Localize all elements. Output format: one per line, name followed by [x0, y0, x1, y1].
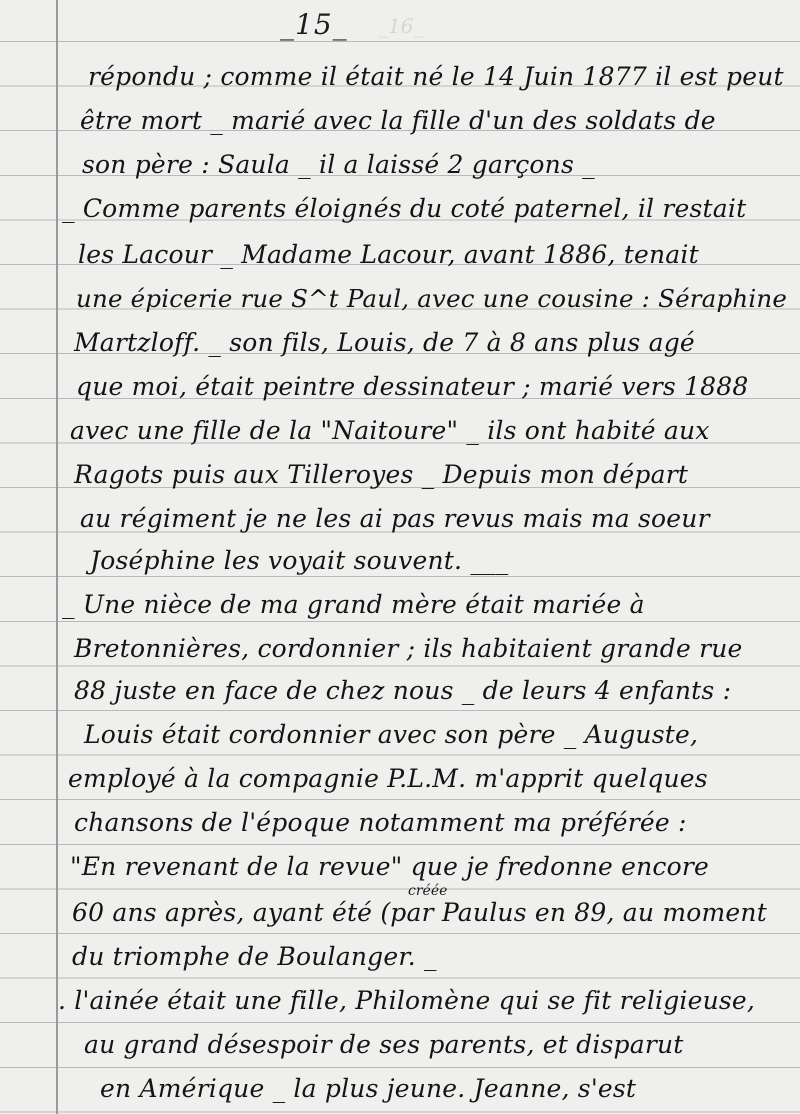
text-line: au grand désespoir de ses parents, et disparut — [84, 1030, 684, 1059]
text-line: chansons de l'époque notamment ma préférée : — [74, 808, 687, 837]
text-line: être mort _ marié avec la fille d'un des soldats de — [80, 106, 716, 135]
text-line: Martzloff. _ son fils, Louis, de 7 à 8 ans plus agé — [74, 328, 695, 357]
text-line: une épicerie rue S^t Paul, avec une cousine : Séraphine — [76, 284, 788, 313]
text-line: Louis était cordonnier avec son père _ Auguste, — [84, 720, 699, 749]
text-line: _ Comme parents éloignés du coté paternel, il restait — [62, 194, 747, 223]
text-line: les Lacour _ Madame Lacour, avant 1886, tenait — [78, 240, 699, 269]
interlinear-insertion: créée — [408, 883, 448, 899]
text-line: employé à la compagnie P.L.M. m'apprit quelques — [68, 764, 708, 793]
text-line: en Amérique _ la plus jeune. Jeanne, s'est — [100, 1074, 637, 1103]
text-line: Ragots puis aux Tilleroyes _ Depuis mon départ — [74, 460, 689, 489]
text-line: au régiment je ne les ai pas revus mais ma soeur — [80, 504, 710, 533]
text-line: _ Une nièce de ma grand mère était mariée à — [62, 590, 645, 619]
text-line: "En revenant de la revue" que je fredonne encore — [70, 852, 709, 881]
text-line: du triomphe de Boulanger. _ — [72, 942, 437, 971]
text-line: avec une fille de la "Naitoure" _ ils ont habité aux — [70, 416, 710, 445]
text-line: . l'ainée était une fille, Philomène qui se fit religieuse, — [58, 986, 756, 1015]
bleed-through-page-number: _16_ — [378, 14, 424, 38]
text-line: son père : Saula _ il a laissé 2 garçons _ — [82, 150, 595, 179]
text-line: répondu ; comme il était né le 14 Juin 1877 il est peut — [88, 62, 784, 91]
text-line: 60 ans après, ayant été (par Paulus en 89, au moment — [72, 898, 767, 927]
text-line: que moi, était peintre dessinateur ; marié vers 1888 — [76, 372, 749, 401]
text-line: 88 juste en face de chez nous _ de leurs 4 enfants : — [74, 676, 732, 705]
text-line: Bretonnières, cordonnier ; ils habitaient grande rue — [74, 634, 743, 663]
margin-rule — [56, 0, 58, 1114]
text-line: Joséphine les voyait souvent. ___ — [90, 546, 509, 575]
page-number: _15_ — [280, 8, 348, 41]
